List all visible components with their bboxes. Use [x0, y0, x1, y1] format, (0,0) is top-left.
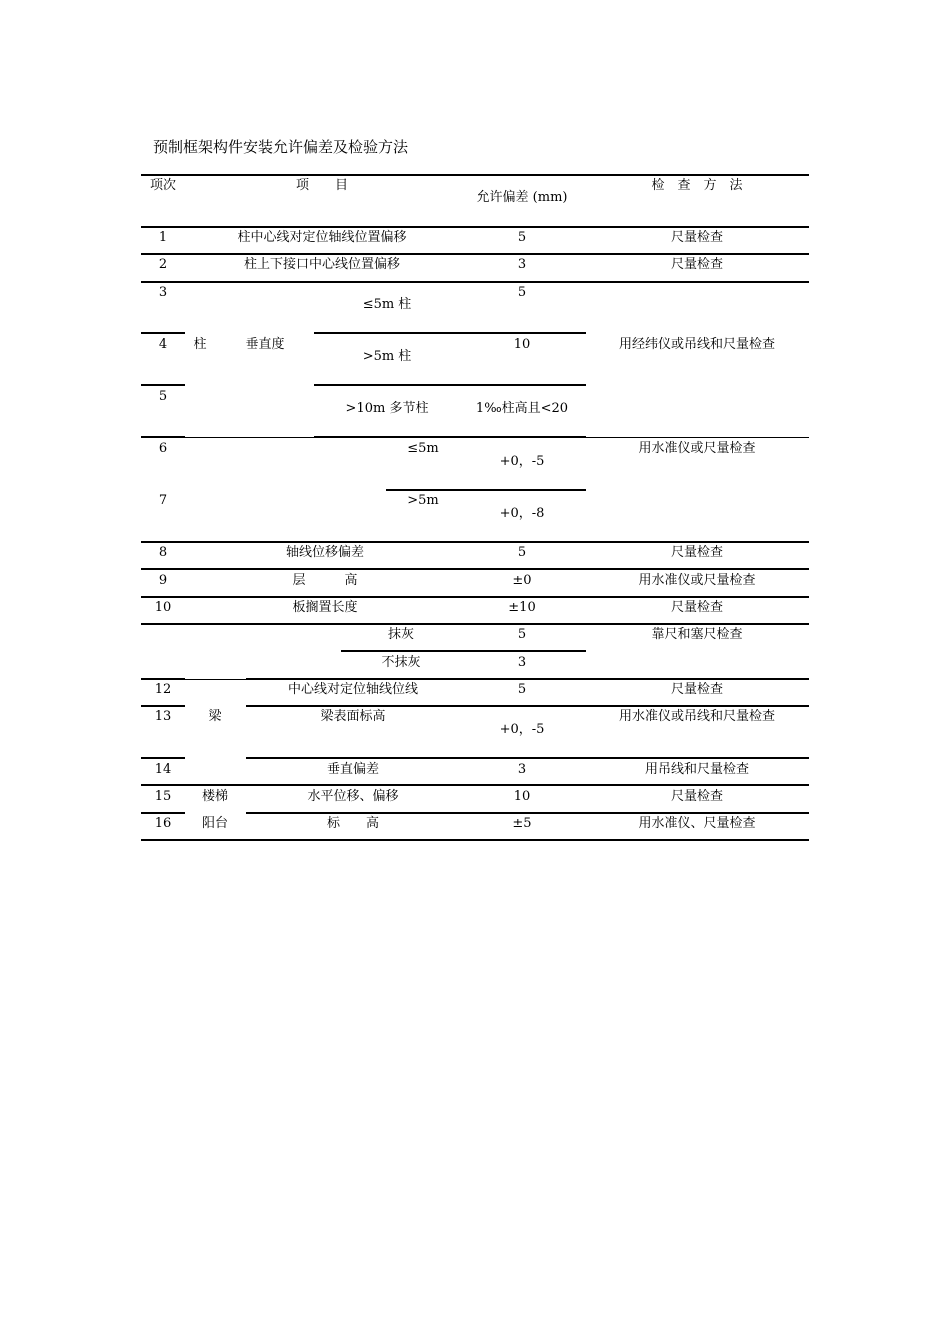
row-no: 9 — [158, 573, 168, 588]
row-item: 垂直偏差 — [326, 762, 380, 777]
row-tolerance: +0，-5 — [499, 722, 545, 737]
table-rule — [386, 489, 586, 491]
table-rule — [141, 623, 809, 625]
row-no: 16 — [154, 816, 172, 831]
table-rule — [141, 174, 809, 176]
table-rule — [141, 332, 185, 334]
table-rule — [314, 332, 586, 334]
row-method: 用经纬仪或吊线和尺量检查 — [618, 337, 776, 352]
row-no: 1 — [158, 230, 168, 245]
table-rule — [141, 839, 809, 841]
row-item: >10m 多节柱 — [345, 401, 429, 416]
row-tolerance: 5 — [517, 627, 527, 642]
group-category: 梁 — [208, 709, 222, 724]
row-tolerance: 10 — [513, 789, 531, 804]
row-tolerance: 5 — [517, 230, 527, 245]
row-item: >5m — [407, 493, 439, 508]
table-rule — [141, 226, 809, 228]
row-method: 用水准仪、尺量检查 — [638, 816, 756, 831]
header-no: 项次 — [150, 178, 177, 193]
row-tolerance: 5 — [517, 682, 527, 697]
row-item: 柱中心线对定位轴线位置偏移 — [237, 230, 407, 245]
group-category: 阳台 — [201, 816, 229, 831]
row-item: 标 高 — [326, 816, 380, 831]
table-rule — [246, 757, 809, 759]
row-tolerance: 10 — [513, 337, 531, 352]
table-rule — [314, 384, 586, 386]
table-rule — [141, 541, 809, 543]
row-tolerance: 3 — [517, 257, 527, 272]
row-tolerance: 3 — [517, 762, 527, 777]
header-method: 检 查 方 法 — [651, 178, 743, 193]
row-tolerance: +0，-5 — [499, 454, 545, 469]
page-title: 预制框架构件安装允许偏差及检验方法 — [153, 138, 409, 156]
row-no: 4 — [158, 337, 168, 352]
table-rule — [141, 281, 809, 283]
row-method: 尺量检查 — [670, 257, 724, 272]
row-item: 梁表面标高 — [320, 709, 386, 724]
row-tolerance: 5 — [517, 285, 527, 300]
row-item: >5m 柱 — [362, 349, 412, 364]
row-no: 5 — [158, 389, 168, 404]
row-method: 用水准仪或尺量检查 — [638, 573, 756, 588]
table-rule — [141, 784, 809, 786]
row-method: 靠尺和塞尺检查 — [651, 627, 743, 642]
row-item: 抹灰 — [387, 627, 415, 642]
row-item: 层 高 — [292, 573, 358, 588]
row-item: 轴线位移偏差 — [285, 545, 365, 560]
table-rule — [246, 812, 809, 814]
row-item: 中心线对定位轴线位线 — [287, 682, 419, 697]
row-method: 尺量检查 — [670, 600, 724, 615]
table-rule — [141, 253, 809, 255]
row-tolerance: 5 — [517, 545, 527, 560]
row-no: 10 — [154, 600, 172, 615]
row-tolerance: ±5 — [512, 816, 532, 831]
row-tolerance: ±0 — [512, 573, 532, 588]
row-no: 2 — [158, 257, 168, 272]
row-method: 尺量检查 — [670, 230, 724, 245]
table-rule — [341, 650, 586, 652]
row-method: 尺量检查 — [670, 545, 724, 560]
row-no: 7 — [158, 493, 168, 508]
row-method: 尺量检查 — [670, 789, 724, 804]
row-tolerance: 1‰柱高且<20 — [475, 401, 569, 416]
table-rule — [141, 596, 809, 598]
row-item: 板搁置长度 — [292, 600, 358, 615]
row-no: 14 — [154, 762, 172, 777]
row-item: ≤5m — [407, 441, 439, 456]
table-rule — [141, 436, 185, 438]
row-method: 用水准仪或吊线和尺量检查 — [618, 709, 776, 724]
row-method: 用水准仪或尺量检查 — [638, 441, 756, 456]
header-item: 项 目 — [295, 178, 349, 193]
table-rule — [185, 679, 246, 680]
row-no: 6 — [158, 441, 168, 456]
row-no: 3 — [158, 285, 168, 300]
table-rule — [141, 812, 185, 814]
table-rule — [246, 678, 809, 680]
row-item: ≤5m 柱 — [362, 297, 412, 312]
group-subcategory: 垂直度 — [245, 337, 285, 352]
table-rule — [141, 705, 185, 707]
row-item: 不抹灰 — [381, 655, 421, 670]
table-rule — [141, 384, 185, 386]
table-rule — [185, 437, 314, 438]
row-item: 水平位移、偏移 — [307, 789, 399, 804]
row-method: 用吊线和尺量检查 — [644, 762, 750, 777]
row-tolerance: 3 — [517, 655, 527, 670]
group-category: 楼梯 — [201, 789, 229, 804]
header-tolerance: 允许偏差 (mm) — [476, 190, 568, 205]
table-rule — [586, 437, 809, 438]
row-no: 15 — [154, 789, 172, 804]
row-method: 尺量检查 — [670, 682, 724, 697]
group-category: 柱 — [193, 337, 207, 352]
table-rule — [246, 705, 809, 707]
table-rule — [141, 757, 185, 759]
row-tolerance: +0，-8 — [499, 506, 545, 521]
table-rule — [141, 678, 185, 680]
row-no: 8 — [158, 545, 168, 560]
row-no: 13 — [154, 709, 172, 724]
row-no: 12 — [154, 682, 172, 697]
table-rule — [141, 568, 809, 570]
row-item: 柱上下接口中心线位置偏移 — [243, 257, 401, 272]
table-rule — [314, 436, 586, 438]
row-tolerance: ±10 — [508, 600, 536, 615]
